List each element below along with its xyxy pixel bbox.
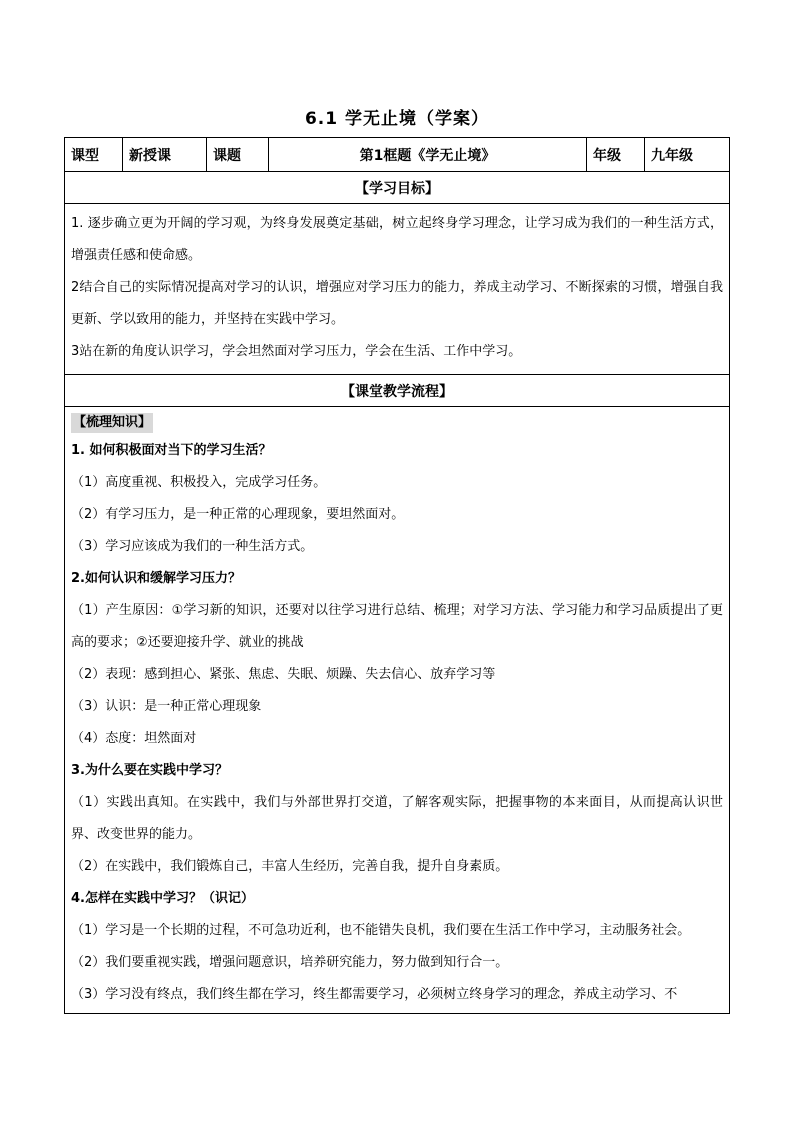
answer-item: （2）我们要重视实践，增强问题意识，培养研究能力，努力做到知行合一。 bbox=[71, 955, 509, 970]
goals-section bbox=[65, 204, 729, 375]
lesson-type-value: 新授课 bbox=[123, 138, 207, 171]
question-heading: 3.为什么要在实践中学习？ bbox=[71, 763, 228, 778]
lesson-info-row bbox=[65, 138, 729, 172]
answer-item: （3）认识：是一种正常心理现象 bbox=[71, 699, 262, 714]
answer-item: （3）学习应该成为我们的一种生活方式。 bbox=[71, 539, 314, 554]
goal-item: 3站在新的角度认识学习，学会坦然面对学习压力，学会在生活、工作中学习。 bbox=[71, 344, 522, 359]
answer-item: （1）高度重视、积极投入，完成学习任务。 bbox=[71, 475, 327, 490]
grade-label: 年级 bbox=[587, 138, 645, 171]
answer-item: （3）学习没有终点，我们终生都在学习，终生都需要学习，必须树立终身学习的理念，养成主动学习、不 bbox=[71, 987, 678, 1002]
process-heading: 【课堂教学流程】 bbox=[65, 375, 729, 407]
question-heading: 2.如何认识和缓解学习压力？ bbox=[71, 571, 241, 586]
topic-value: 第1框题《学无止境》 bbox=[269, 138, 587, 171]
lesson-table bbox=[64, 137, 730, 1014]
lesson-type-label: 课型 bbox=[65, 138, 123, 171]
goal-item: 1. 逐步确立更为开阔的学习观，为终身发展奠定基础，树立起终身学习理念，让学习成为我们的一种生活方式，增强责任感和使命感。 bbox=[71, 216, 723, 263]
answer-item: （1）产生原因：①学习新的知识，还要对以往学习进行总结、梳理；对学习方法、学习能力和学习品质提出了更高的要求；②还要迎接升学、就业的挑战 bbox=[71, 603, 723, 650]
answer-item: （2）在实践中，我们锻炼自己，丰富人生经历，完善自我，提升自身素质。 bbox=[71, 859, 509, 874]
answer-item: （4）态度：坦然面对 bbox=[71, 731, 197, 746]
question-heading: 4.怎样在实践中学习？（识记） bbox=[71, 891, 254, 906]
topic-label: 课题 bbox=[207, 138, 269, 171]
goals-heading: 【学习目标】 bbox=[65, 172, 729, 204]
answer-item: （1）学习是一个长期的过程，不可急功近利，也不能错失良机，我们要在生活工作中学习，主动服务社会。 bbox=[71, 923, 691, 938]
document-title: 6.1 学无止境（学案） bbox=[304, 109, 490, 129]
section-tag: 【梳理知识】 bbox=[71, 413, 153, 433]
grade-value: 九年级 bbox=[651, 147, 693, 164]
answer-item: （1）实践出真知。在实践中，我们与外部世界打交道，了解客观实际，把握事物的本来面目，从而提高认识世界、改变世界的能力。 bbox=[71, 795, 723, 842]
process-section bbox=[65, 407, 729, 1013]
answer-item: （2）有学习压力，是一种正常的心理现象，要坦然面对。 bbox=[71, 507, 405, 522]
answer-item: （2）表现：感到担心、紧张、焦虑、失眠、烦躁、失去信心、放弃学习等 bbox=[71, 667, 496, 682]
question-heading: 1. 如何积极面对当下的学习生活？ bbox=[71, 443, 272, 458]
goal-item: 2结合自己的实际情况提高对学习的认识，增强应对学习压力的能力，养成主动学习、不断探索的习惯，增强自我更新、学以致用的能力，并坚持在实践中学习。 bbox=[71, 280, 723, 327]
